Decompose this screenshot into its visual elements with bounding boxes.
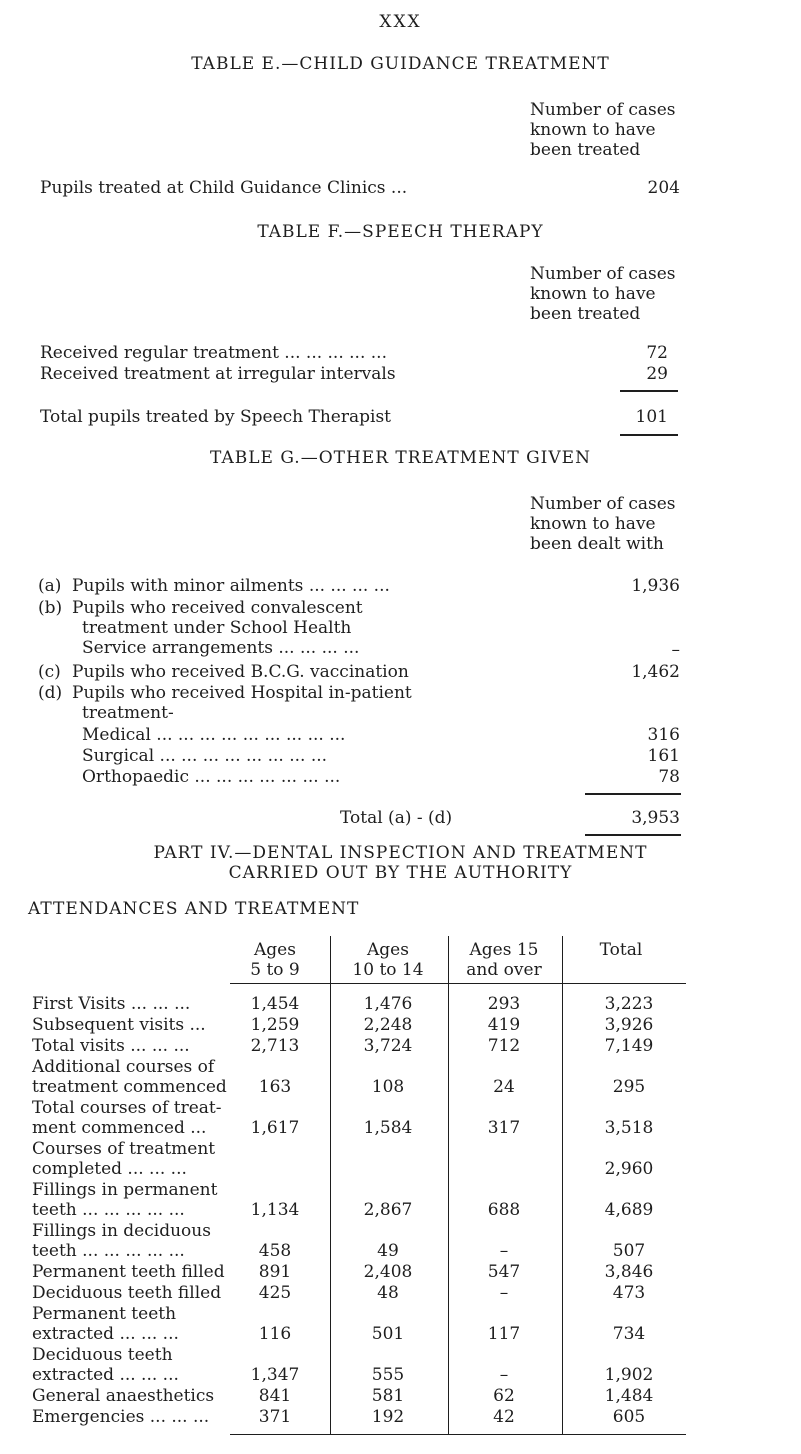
table-g-item-c-key: (c) — [38, 662, 61, 682]
table-cell: 4,689 — [604, 1200, 654, 1220]
table-f-total-value: 101 — [635, 407, 668, 427]
table-cell: 458 — [258, 1241, 292, 1261]
table-cell: 2,960 — [604, 1159, 654, 1179]
col-header-total: Total — [599, 940, 643, 960]
table-g-sub-label: Medical ... ... ... ... ... ... ... ... ... — [82, 725, 346, 745]
table-cell: 1,617 — [250, 1118, 300, 1138]
table-row-label: Permanent teeth extracted ... ... ... — [32, 1304, 179, 1344]
table-cell: 192 — [371, 1407, 405, 1427]
table-cell: – — [499, 1365, 509, 1385]
table-cell: 507 — [612, 1241, 646, 1261]
table-row-label: Total visits ... ... ... — [32, 1036, 190, 1056]
part-iv-title: PART IV.—DENTAL INSPECTION AND TREATMENT CARRIED OUT BY THE AUTHORITY — [153, 843, 648, 883]
table-cell: 293 — [487, 994, 521, 1014]
table-cell: 371 — [258, 1407, 292, 1427]
bottom-rule — [230, 1434, 686, 1435]
table-e-title: TABLE E.—CHILD GUIDANCE TREATMENT — [191, 54, 610, 74]
table-cell: – — [499, 1283, 509, 1303]
table-f-row-value: 29 — [646, 364, 668, 384]
table-cell: 62 — [493, 1386, 515, 1406]
page-number: XXX — [379, 12, 422, 32]
table-g-item-c-value: 1,462 — [631, 662, 680, 682]
table-cell: 688 — [487, 1200, 521, 1220]
table-g-item-b-value: – — [671, 640, 680, 660]
table-cell: 1,902 — [604, 1365, 654, 1385]
table-cell: 473 — [612, 1283, 646, 1303]
table-cell: 295 — [612, 1077, 646, 1097]
table-cell: 841 — [258, 1386, 292, 1406]
column-rule — [330, 936, 331, 1434]
table-g-sub-value: 78 — [658, 767, 680, 787]
table-cell: 317 — [487, 1118, 521, 1138]
table-row-label: First Visits ... ... ... — [32, 994, 191, 1014]
table-f-row-label: Received treatment at irregular intervals — [40, 364, 396, 384]
table-cell: 3,223 — [604, 994, 654, 1014]
table-cell: 108 — [371, 1077, 405, 1097]
table-cell: 2,408 — [363, 1262, 413, 1282]
table-cell: 891 — [258, 1262, 292, 1282]
table-e-column-header: Number of cases known to have been treated — [530, 100, 676, 160]
table-f-total-label: Total pupils treated by Speech Therapist — [40, 407, 392, 427]
table-cell: 3,724 — [363, 1036, 413, 1056]
table-cell: – — [499, 1241, 509, 1261]
table-row-label: Subsequent visits ... — [32, 1015, 206, 1035]
table-g-rule — [585, 793, 681, 795]
table-cell: 1,259 — [250, 1015, 300, 1035]
table-cell: 1,484 — [604, 1386, 654, 1406]
table-row-label: Deciduous teeth filled — [32, 1283, 222, 1303]
table-f-column-header: Number of cases known to have been treated — [530, 264, 676, 324]
table-cell: 712 — [487, 1036, 521, 1056]
table-cell: 48 — [377, 1283, 399, 1303]
table-cell: 547 — [487, 1262, 521, 1282]
table-cell: 605 — [612, 1407, 646, 1427]
table-cell: 3,926 — [604, 1015, 654, 1035]
table-cell: 555 — [371, 1365, 405, 1385]
table-g-total-value: 3,953 — [631, 808, 680, 828]
table-row-label: General anaesthetics — [32, 1386, 215, 1406]
table-g-item-a-label: Pupils with minor ailments ... ... ... ... — [72, 576, 390, 596]
table-cell: 2,867 — [363, 1200, 413, 1220]
table-g-item-b-label: Pupils who received convalescent treatment under School Health Service arrangements ... ... ... ... — [72, 598, 363, 658]
table-row-label: Fillings in permanent teeth ... ... ... ... ... — [32, 1180, 218, 1220]
column-rule — [448, 936, 449, 1434]
table-g-item-d-key: (d) — [38, 683, 63, 703]
table-g-sub-value: 316 — [647, 725, 680, 745]
table-row-label: Emergencies ... ... ... — [32, 1407, 210, 1427]
table-g-item-d-label: Pupils who received Hospital in-patient treatment- — [72, 683, 412, 723]
table-cell: 7,149 — [604, 1036, 654, 1056]
table-cell: 1,347 — [250, 1365, 300, 1385]
table-cell: 42 — [493, 1407, 515, 1427]
table-e-row-label: Pupils treated at Child Guidance Clinics ... — [40, 178, 408, 198]
column-rule — [562, 936, 563, 1434]
table-cell: 24 — [493, 1077, 515, 1097]
table-g-sub-value: 161 — [647, 746, 680, 766]
table-cell: 419 — [487, 1015, 521, 1035]
table-cell: 3,518 — [604, 1118, 654, 1138]
table-f-row-label: Received regular treatment ... ... ... ... ... — [40, 343, 387, 363]
table-f-total-rule — [620, 434, 678, 436]
table-row-label: Additional courses of treatment commenced — [32, 1057, 227, 1097]
table-cell: 734 — [612, 1324, 646, 1344]
table-g-sub-label: Surgical ... ... ... ... ... ... ... ... — [82, 746, 328, 766]
table-cell: 49 — [377, 1241, 399, 1261]
table-g-column-header: Number of cases known to have been dealt with — [530, 494, 676, 554]
table-row-label: Total courses of treat- ment commenced ... — [32, 1098, 222, 1138]
col-header-ages-15-over: Ages 15 and over — [466, 940, 542, 980]
table-e-row-value: 204 — [647, 178, 680, 198]
table-g-item-b-key: (b) — [38, 598, 63, 618]
table-cell: 117 — [487, 1324, 521, 1344]
table-row-label: Permanent teeth filled — [32, 1262, 225, 1282]
table-cell: 2,713 — [250, 1036, 300, 1056]
table-f-row-value: 72 — [646, 343, 668, 363]
table-cell: 1,584 — [363, 1118, 413, 1138]
table-cell: 116 — [258, 1324, 292, 1344]
table-g-total-label: Total (a) - (d) — [340, 808, 453, 828]
table-cell: 425 — [258, 1283, 292, 1303]
table-cell: 501 — [371, 1324, 405, 1344]
col-header-ages-10-14: Ages 10 to 14 — [352, 940, 424, 980]
header-rule — [230, 983, 686, 984]
table-cell: 1,476 — [363, 994, 413, 1014]
table-g-total-rule — [585, 834, 681, 836]
table-cell: 163 — [258, 1077, 292, 1097]
table-cell: 3,846 — [604, 1262, 654, 1282]
table-g-title: TABLE G.—OTHER TREATMENT GIVEN — [210, 448, 591, 468]
table-g-item-a-key: (a) — [38, 576, 62, 596]
table-row-label: Fillings in deciduous teeth ... ... ... ... ... — [32, 1221, 211, 1261]
table-g-item-a-value: 1,936 — [631, 576, 680, 596]
table-cell: 581 — [371, 1386, 405, 1406]
table-row-label: Courses of treatment completed ... ... ... — [32, 1139, 216, 1179]
table-f-rule — [620, 390, 678, 392]
table-cell: 1,134 — [250, 1200, 300, 1220]
table-g-item-c-label: Pupils who received B.C.G. vaccination — [72, 662, 409, 682]
table-f-title: TABLE F.—SPEECH THERAPY — [257, 222, 544, 242]
table-cell: 1,454 — [250, 994, 300, 1014]
table-row-label: Deciduous teeth extracted ... ... ... — [32, 1345, 179, 1385]
table-cell: 2,248 — [363, 1015, 413, 1035]
attendances-title: ATTENDANCES AND TREATMENT — [28, 899, 360, 919]
col-header-ages-5-9: Ages 5 to 9 — [250, 940, 300, 980]
table-g-sub-label: Orthopaedic ... ... ... ... ... ... ... — [82, 767, 341, 787]
